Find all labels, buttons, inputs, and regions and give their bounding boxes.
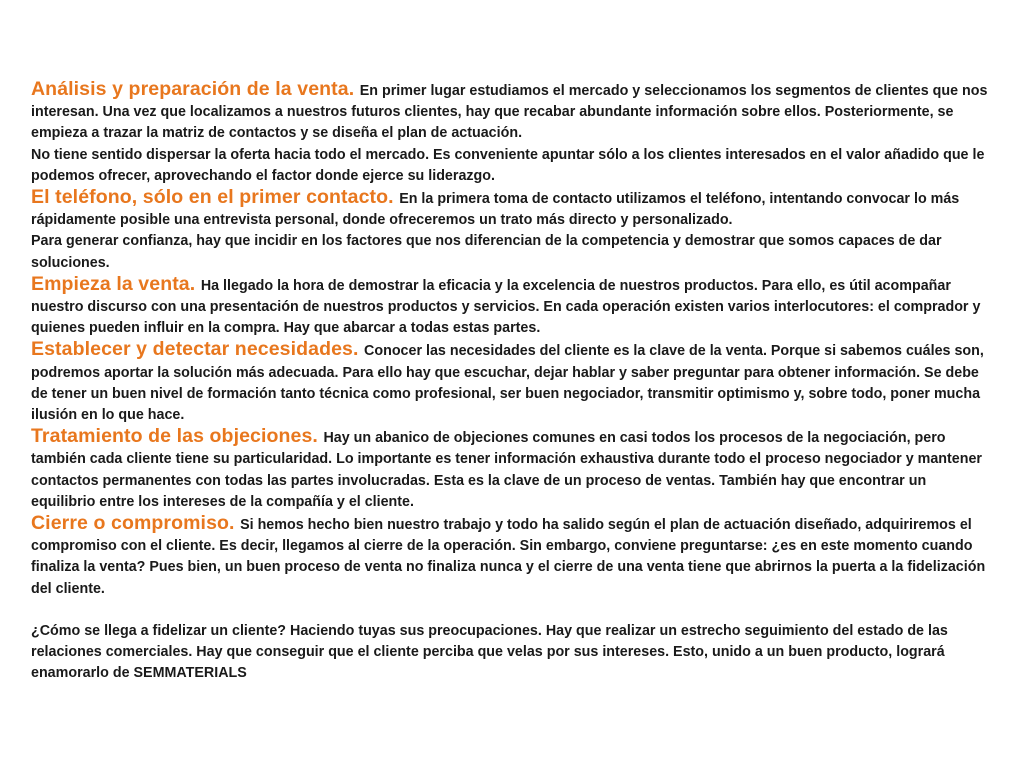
heading-period: . xyxy=(189,272,201,295)
heading-period: . xyxy=(352,338,365,361)
section-heading: Análisis y preparación de la venta xyxy=(31,78,349,100)
section-telefono-extra: Para generar confianza, hay que incidir en los factores que nos diferencian de la competencia y demostrar que somos capaces de dar soluciones. xyxy=(31,233,942,271)
heading-period: . xyxy=(348,78,360,100)
section-necesidades xyxy=(31,339,993,426)
section-empieza-venta xyxy=(31,274,993,340)
section-heading: Tratamiento de las objeciones xyxy=(31,425,313,448)
section-heading: Establecer y detectar necesidades xyxy=(31,338,353,361)
paragraph-spacer xyxy=(31,600,993,621)
section-cierre xyxy=(31,513,993,600)
section-body: En la primera toma de contacto utilizamos el teléfono, intentando convocar lo más rápidamente posible una entrevista personal, donde ofreceremos un trato más directo y personalizado. xyxy=(31,191,960,229)
sales-process-text xyxy=(31,79,993,684)
section-objeciones xyxy=(31,426,993,513)
section-analisis-extra: No tiene sentido dispersar la oferta hacia todo el mercado. Es conveniente apuntar sólo a los clientes interesados en el valor añadido que le podemos ofrecer, aprovechando el factor donde ejerce su liderazgo. xyxy=(31,146,985,184)
heading-period: . xyxy=(229,512,241,535)
section-body: Hay un abanico de objeciones comunes en casi todos los procesos de la negociación, pero también cada cliente tiene su particularidad. Lo importante es tener información exhaustiva durante todo el proceso negociador y mantener contactos permanentes con todas las partes involucradas. Esta es la clave de un proceso de ventas. También hay que encontrar un equilibrio entre los intereses de la compañía y el cliente. xyxy=(31,430,982,510)
section-heading: Empieza la venta xyxy=(31,272,190,295)
section-telefono xyxy=(31,187,993,231)
heading-period: . xyxy=(388,186,400,209)
section-heading: El teléfono, sólo en el primer contacto xyxy=(31,186,389,209)
section-heading: Cierre o compromiso xyxy=(31,512,230,535)
section-analisis xyxy=(31,79,993,145)
section-body: Si hemos hecho bien nuestro trabajo y todo ha salido según el plan de actuación diseñado, adquiriremos el compromiso con el cliente. Es decir, llegamos al cierre de la operación. Sin embargo, conviene preguntarse: ¿es en este momento cuando finaliza la venta? Pues bien, un buen proceso de venta no finaliza nunca y el cierre de una venta tiene que abrirnos la puerta a la fidelización del cliente. xyxy=(31,517,986,597)
section-body: Ha llegado la hora de demostrar la eficacia y la excelencia de nuestros productos. Para ello, es útil acompañar nuestro discurso con una presentación de nuestros productos y servicios. En cada operación existen varios interlocutores: el comprador y quienes pueden influir en la compra. Hay que abarcar a todas estas partes. xyxy=(31,277,981,337)
section-body: Conocer las necesidades del cliente es la clave de la venta. Porque si sabemos cuáles son, podremos aportar la solución más adecuada. Para ello hay que escuchar, dejar hablar y saber preguntar para obtener información. Se debe de tener un buen nivel de formación tanto técnica como profesional, ser buen negociador, transmitir optimismo y, sobre todo, poner mucha ilusión en lo que hace. xyxy=(31,343,984,424)
section-body: En primer lugar estudiamos el mercado y seleccionamos los segmentos de clientes que nos interesan. Una vez que localizamos a nuestros futuros clientes, hay que recabar abundante información sobre ellos. Posteriormente, se empieza a trazar la matriz de contactos y se diseña el plan de actuación. xyxy=(31,83,988,142)
heading-period: . xyxy=(312,425,324,448)
closing-paragraph: ¿Cómo se llega a fidelizar un cliente? Haciendo tuyas sus preocupaciones. Hay que realizar un estrecho seguimiento del estado de las relaciones comerciales. Hay que conseguir que el cliente perciba que velas por sus intereses. Esto, unido a un buen producto, logrará enamorarlo de SEMMATERIALS xyxy=(31,622,948,682)
